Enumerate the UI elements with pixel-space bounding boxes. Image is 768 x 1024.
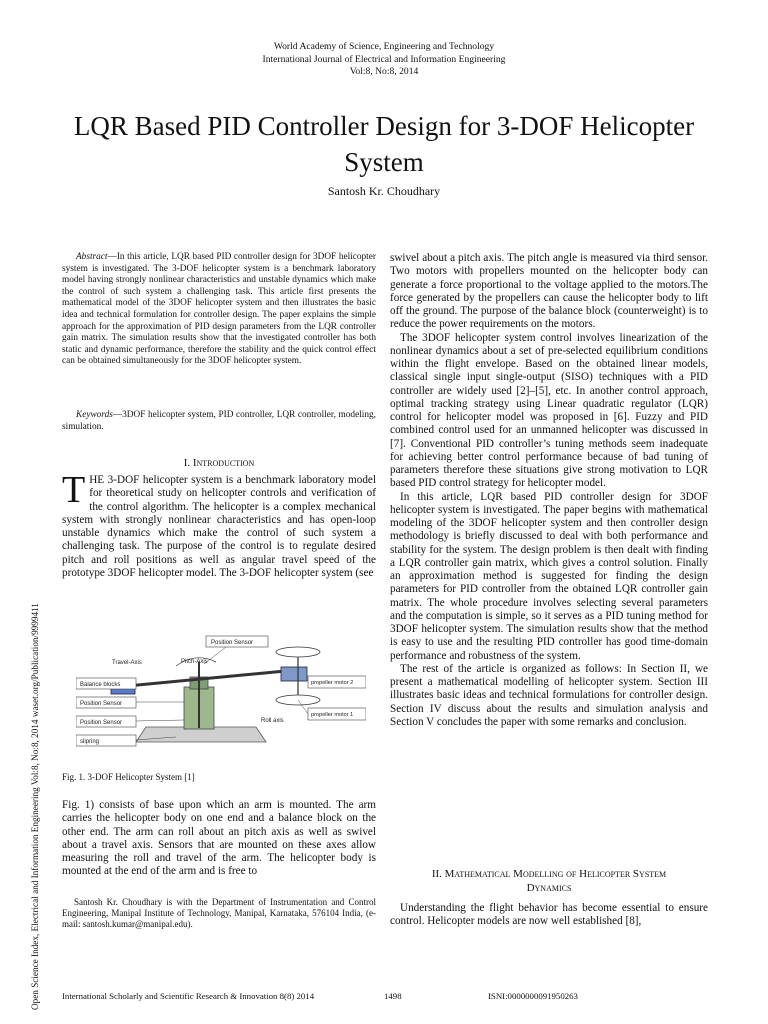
section-heading-introduction [62, 457, 376, 469]
body-left-paragraph [62, 799, 376, 879]
figure-caption: Fig. 1. 3-DOF Helicopter System [1] [62, 772, 195, 782]
introduction-paragraph [62, 469, 376, 580]
footnote [62, 897, 376, 930]
footer-isni: ISNI:0000000091950263 [488, 991, 578, 1001]
section2-title-line2: Dynamics [526, 882, 572, 894]
label-balance-blocks: Balance blocks [80, 682, 121, 688]
label-propeller-motor-2: propeller motor 2 [311, 680, 354, 686]
footer-left: International Scholarly and Scientific Research & Innovation 8(8) 2014 [62, 991, 315, 1001]
right-column [390, 252, 708, 729]
label-position-sensor-top: Position Sensor [211, 640, 254, 646]
section2-paragraph: Understanding the flight behavior has become essential to ensure control. Helicopter models are now well established [8], [390, 902, 708, 928]
right-paragraph-4: The rest of the article is organized as follows: In Section II, we present a mathematical modelling of helicopter system. Section III illustrates basic ideas and technical formulations for controller design. Section IV discuss about the results and simulation analysis and Section V concludes the paper with some remarks and conclusion. [390, 662, 708, 728]
abstract-label: Abstract [76, 252, 108, 262]
body-left-text: Fig. 1) consists of base upon which an arm is mounted. The arm carries the helicopter body on one end and a balance block on the other end. The arm can roll about an pitch axis as well as swivel about a travel axis. Sensors that are mounted on these axes allow measuring the roll and travel of the arm. The helicopter body is mounted at the end of the arm and is free to [62, 799, 376, 878]
label-position-sensor-1: Position Sensor [80, 701, 123, 707]
section2-number: II. [431, 868, 442, 880]
keywords [62, 410, 376, 433]
journal-subtitle: International Journal of Electrical and Information Engineering [262, 53, 506, 65]
abstract-text: —In this article, LQR based PID controller design for 3DOF helicopter system is investigated. The 3-DOF helicopter system is a benchmark laboratory model having strongly nonlinear characteristics and unstable dynamics which make the control of such system a challenging task. This article first presents the mathematical model of the 3DOF helicopter system and then illustrates the basic idea and technical formulation for controller design. The paper explains the simple approach for the approximation of PID design parameters from the LQR controller gain matrix. The simulation results show that the investigated controller has both static and dynamic performance, therefore the stability and the quick control effect can be obtained simultaneously for the 3DOF helicopter system. [62, 252, 376, 367]
label-position-sensor-2: Position Sensor [80, 720, 123, 726]
right-paragraph-1: swivel about a pitch axis. The pitch angle is measured via third sensor. Two motors with propellers mounted on the helicopter body can generate a force proportional to the voltage applied to the motors.The force generated by the propellers can cause the helicopter body to lift off the ground. The purpose of the balance block (counterweight) is to reduce the power requirements on the motors. [390, 252, 708, 331]
section2-title-line1: Mathematical Modelling of Helicopter System [444, 868, 667, 880]
footer-page-number: 1498 [384, 991, 402, 1001]
section-heading-modelling [390, 867, 708, 895]
right-paragraph-2: The 3DOF helicopter system control involves linearization of the nonlinear dynamics about a set of pre-selected equilibrium conditions within the flight envelope. Based on the obtained linear models, classical single input single-output (SISO) techniques with a PID controller are widely used [2]–[5], etc. In another control approach, optimal tracking strategy using Linear quadratic regulator (LQR) control for helicopter model was proposed in [6]. Fuzzy and PID combined control used for an unmanned helicopter was discussed in [7]. Conventional PID controller’s tuning methods seem inadequate for achieving better control performance because of bad tuning of parameters therefore these situations give strong motivation to LQR based PID control strategy for helicopter model. [390, 331, 708, 490]
label-propeller-motor-1: propeller motor 1 [311, 712, 354, 718]
intro-text: HE 3-DOF helicopter system is a benchmark laboratory model for theoretical study on helicopter controls and verification of the control algorithm. The helicopter is a complex mechanical system with strongly nonlinear characteristics and has open-loop unstable dynamics which make the control of such system a challenging task. The purpose of the control is to regulate desired pitch and roll positions as well as angular travel speed of the prototype 3DOF helicopter model. The 3-DOF helicopter system (see [62, 474, 376, 579]
keywords-text: —3DOF helicopter system, PID controller, LQR controller, modeling, simulation. [62, 410, 376, 432]
right-column-section2 [390, 902, 708, 929]
section-title: Introduction [192, 457, 255, 469]
drop-cap: T [62, 469, 86, 511]
author-name: Santosh Kr. Choudhary [327, 184, 441, 198]
label-slipring: slipring [80, 739, 100, 745]
right-paragraph-3: In this article, LQR based PID controller design for 3DOF helicopter system is investigated. The paper begins with mathematical modeling of the 3DOF helicopter system and then controller design methodology is briefly discussed to deal with both performance and stability for the system. The design problem is then dealt with finding a LQR controller gain matrix, which gives a control solution. Finally an approximation method is suggested for finding the design parameters for PID controller from the obtained LQR controller gain matrix. The whole procedure involves selecting several parameters and the computation is simple, so it serves as a PID tuning method for 3DOF helicopter system. The simulation results show that the method is easy to use and the resulting PID controller has good time-domain performance and robustness of the system. [390, 490, 708, 662]
paper-title: LQR Based PID Controller Design for 3-DOF Helicopter System [73, 111, 695, 177]
abstract [62, 252, 376, 368]
helicopter-figure [76, 632, 366, 752]
label-roll-axis: Roll axis [261, 718, 284, 724]
journal-header [0, 41, 768, 79]
footnote-text: Santosh Kr. Choudhary is with the Department of Instrumentation and Control Engineering, Manipal Institute of Technology, Manipal, Karnataka, 576104 India, (e-mail: santosh.kumar@manipal.edu). [62, 897, 376, 929]
journal-name: World Academy of Science, Engineering and Technology [273, 41, 495, 52]
keywords-label: Keywords [76, 410, 113, 420]
section-number: I. [183, 457, 191, 469]
label-travel-axis: Travel-Axis [112, 660, 142, 666]
label-pitch-axis: Pitch-Axis [181, 659, 208, 665]
journal-volume: Vol:8, No:8, 2014 [349, 66, 419, 77]
sidebar-citation-text[interactable]: Open Science Index, Electrical and Information Engineering Vol:8, No:8, 2014 waset.org/Publication/9999411 [30, 603, 40, 1010]
